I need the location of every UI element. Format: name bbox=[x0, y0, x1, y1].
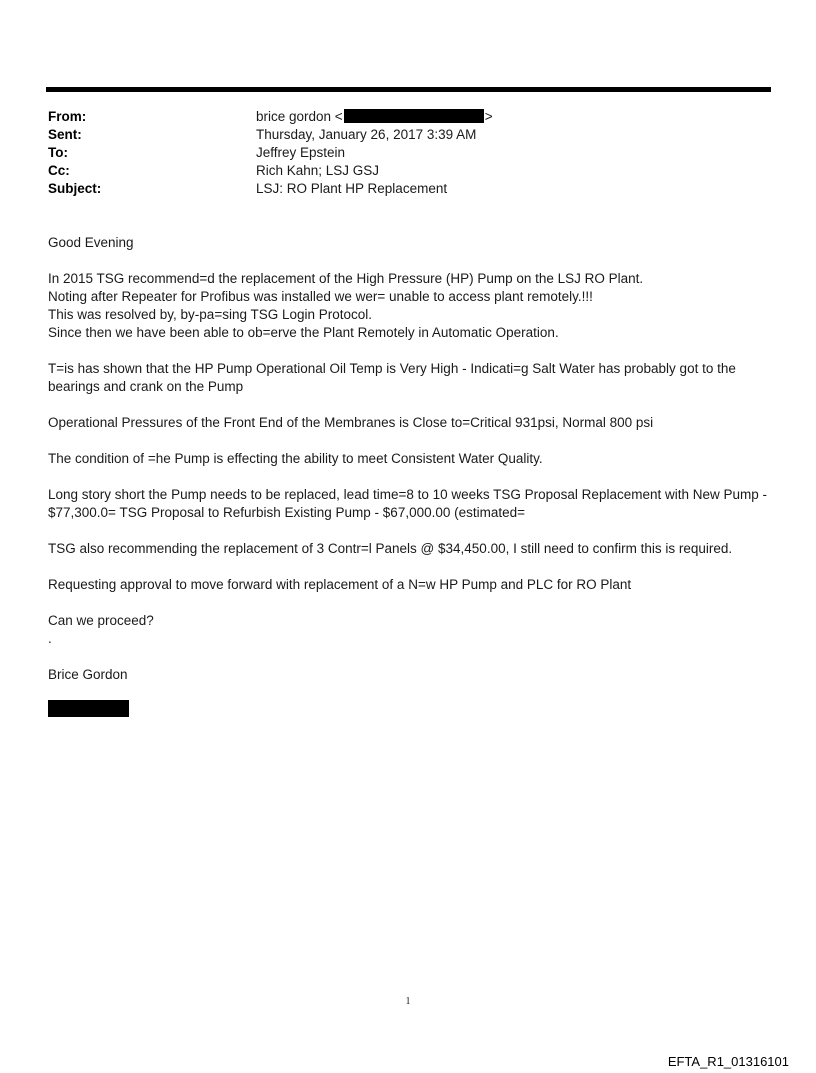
email-body bbox=[48, 234, 778, 684]
email-header bbox=[48, 108, 768, 198]
body-line: T=is has shown that the HP Pump Operational Oil Temp is Very High - Indicati=g Salt Water has probably got to the bbox=[48, 361, 736, 376]
body-line: Can we proceed? bbox=[48, 613, 154, 628]
to-value: Jeffrey Epstein bbox=[256, 145, 346, 160]
page-number: 1 bbox=[405, 996, 411, 1007]
header-divider bbox=[46, 87, 771, 92]
body-line: Requesting approval to move forward with replacement of a N=w HP Pump and PLC for RO Plant bbox=[48, 577, 632, 592]
from-label: From: bbox=[48, 109, 87, 124]
body-line: $77,300.0= TSG Proposal to Refurbish Existing Pump - $67,000.00 (estimated= bbox=[48, 505, 526, 520]
body-line: Noting after Repeater for Profibus was installed we wer= unable to access plant remotely.!!! bbox=[48, 289, 593, 304]
redacted-email bbox=[344, 109, 484, 123]
body-line: Long story short the Pump needs to be replaced, lead time=8 to 10 weeks TSG Proposal Replacement with New Pump - bbox=[48, 487, 768, 502]
cc-label: Cc: bbox=[48, 163, 70, 178]
document-id: EFTA_R1_01316101 bbox=[667, 1054, 789, 1069]
subject-row bbox=[48, 180, 768, 198]
subject-value: LSJ: RO Plant HP Replacement bbox=[256, 181, 448, 196]
signature: Brice Gordon bbox=[48, 667, 128, 682]
body-line: This was resolved by, by-pa=sing TSG Login Protocol. bbox=[48, 307, 373, 322]
body-line: . bbox=[48, 631, 52, 646]
greeting: Good Evening bbox=[48, 235, 134, 250]
redacted-signature-block bbox=[48, 700, 129, 717]
body-line: bearings and crank on the Pump bbox=[48, 379, 244, 394]
from-value bbox=[256, 108, 493, 126]
body-line: Since then we have been able to ob=erve the Plant Remotely in Automatic Operation. bbox=[48, 325, 559, 340]
cc-value: Rich Kahn; LSJ GSJ bbox=[256, 163, 380, 178]
subject-label: Subject: bbox=[48, 181, 102, 196]
body-line: The condition of =he Pump is effecting the ability to meet Consistent Water Quality. bbox=[48, 451, 543, 466]
sent-row bbox=[48, 126, 768, 144]
body-line: Operational Pressures of the Front End of the Membranes is Close to=Critical 931psi, Normal 800 psi bbox=[48, 415, 654, 430]
body-line: TSG also recommending the replacement of 3 Contr=l Panels @ $34,450.00, I still need to confirm this is required. bbox=[48, 541, 733, 556]
body-line: In 2015 TSG recommend=d the replacement of the High Pressure (HP) Pump on the LSJ RO Plant. bbox=[48, 271, 644, 286]
cc-row bbox=[48, 162, 768, 180]
from-row bbox=[48, 108, 768, 126]
from-name-close: > bbox=[484, 109, 493, 124]
to-label: To: bbox=[48, 145, 68, 160]
from-name: brice gordon < bbox=[256, 109, 343, 124]
sent-value: Thursday, January 26, 2017 3:39 AM bbox=[256, 127, 477, 142]
sent-label: Sent: bbox=[48, 127, 82, 142]
to-row bbox=[48, 144, 768, 162]
